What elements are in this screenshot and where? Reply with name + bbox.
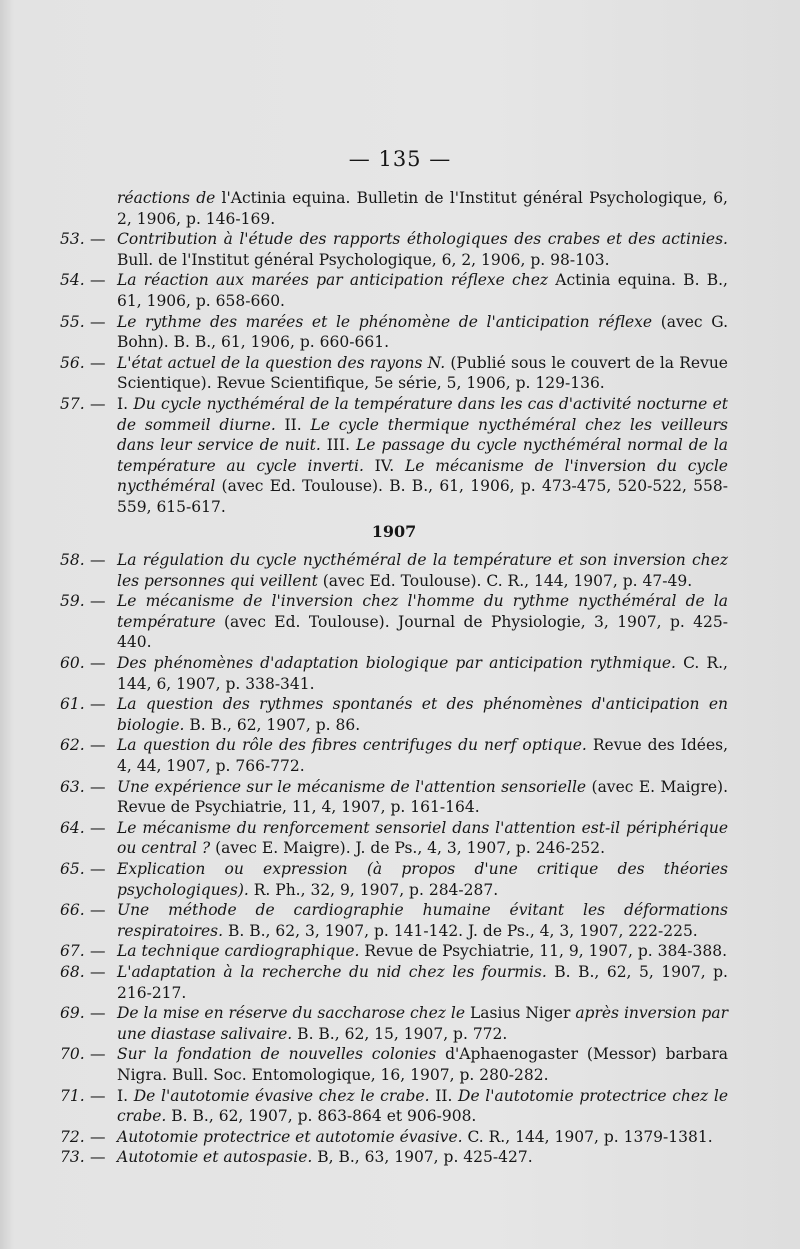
- entry-text: [117, 591, 728, 653]
- entry-reference: (avec Ed. Toulouse). C. R., 144, 1907, p. 47-49.: [317, 571, 693, 590]
- entry-title: réactions de: [117, 189, 222, 207]
- entry-text: [117, 653, 728, 694]
- entry-number: 72.: [60, 1127, 85, 1146]
- entry-number: 54.: [60, 271, 85, 290]
- entry-reference: (avec Ed. Toulouse). B. B., 61, 1906, p. 473-475, 520-522, 558-559, 615-617.: [117, 477, 728, 516]
- entry-title: Le rythme des marées et le phénomène de l'anticipation réflexe: [117, 312, 653, 331]
- entry-reference: (avec Ed. Toulouse). Journal de Physiologie, 3, 1907, p. 425-440.: [117, 612, 728, 652]
- entry-number: 59.: [60, 592, 85, 611]
- bibliography-entry: [60, 1147, 728, 1168]
- entry-dash: —: [90, 394, 106, 413]
- entry-text: [117, 1127, 728, 1148]
- entry-reference: Lasius Niger: [470, 1004, 576, 1023]
- bibliography-entry: [60, 694, 728, 735]
- entry-number: 53.: [60, 230, 85, 249]
- entry-title: Une expérience sur le mécanisme de l'attention sensorielle: [117, 777, 587, 796]
- entry-dash: —: [90, 1148, 106, 1167]
- entry-number: 69.: [60, 1004, 85, 1023]
- entry-reference: IV.: [363, 456, 406, 475]
- entry-title: Le cycle thermique nycthéméral chez les veilleurs dans leur service de nuit.: [117, 415, 729, 455]
- entry-title: Autotomie et autospasie.: [117, 1148, 313, 1167]
- bibliography-entry: [60, 1086, 728, 1127]
- entry-title: La question du rôle des fibres centrifuges du nerf optique.: [117, 736, 587, 755]
- entry-reference: B. B., 62, 1907, p. 863-864 et 906-908.: [166, 1107, 477, 1126]
- entry-reference: I.: [117, 1086, 134, 1105]
- entry-text: [117, 1147, 728, 1168]
- entry-text: [117, 735, 728, 776]
- entry-number: 64.: [60, 818, 85, 837]
- entry-reference: B. B., 62, 15, 1907, p. 772.: [292, 1024, 508, 1043]
- entry-dash: —: [90, 654, 106, 673]
- bibliography-entry: [60, 353, 728, 394]
- entry-title: La question des rythmes spontanés et des phénomènes d'anticipation en biologie.: [117, 695, 728, 734]
- entry-number: 61.: [60, 695, 85, 714]
- entry-title: La technique cardiographique.: [117, 942, 360, 961]
- entry-dash: —: [90, 860, 106, 878]
- entry-dash: —: [90, 695, 106, 714]
- bibliography-entry: [60, 550, 728, 591]
- entry-dash: —: [90, 1086, 106, 1105]
- entry-title: Autotomie protectrice et autotomie évasive.: [117, 1127, 463, 1146]
- entry-number: 56.: [60, 353, 85, 372]
- entry-reference: C. R., 144, 1907, p. 1379-1381.: [462, 1127, 713, 1146]
- entry-dash: —: [90, 736, 106, 755]
- entry-title: Le mécanisme du renforcement sensoriel dans l'attention est-il périphérique ou central ?: [117, 818, 728, 858]
- entry-reference: l'Actinia equina. Bulletin de l'Institut général Psychologique, 6, 2, 1906, p. 146-169.: [117, 189, 728, 228]
- bibliography: [60, 188, 728, 1168]
- entry-text: [117, 818, 728, 859]
- entry-reference: B, B., 63, 1907, p. 425-427.: [312, 1148, 533, 1167]
- entry-text: [117, 962, 728, 1003]
- entry-number: 57.: [60, 394, 85, 413]
- entry-text: [117, 312, 728, 353]
- entry-number: 73.: [60, 1148, 85, 1167]
- entry-text: [117, 941, 728, 962]
- entry-dash: —: [90, 271, 106, 290]
- entry-dash: —: [90, 592, 106, 611]
- entry-dash: —: [90, 818, 106, 837]
- bibliography-entry: [60, 312, 728, 353]
- entry-dash: —: [90, 901, 106, 920]
- entry-number: 55.: [60, 312, 85, 331]
- entry-text: [117, 229, 728, 270]
- entry-text: [117, 777, 728, 818]
- entry-dash: —: [90, 353, 106, 372]
- entry-title: Sur la fondation de nouvelles colonies: [117, 1045, 446, 1064]
- entry-title: Des phénomènes d'adaptation biologique par anticipation rythmique.: [117, 654, 676, 673]
- bibliography-entry: [60, 859, 728, 900]
- bibliography-entry: [60, 229, 728, 270]
- bibliography-entry: [60, 1044, 728, 1085]
- entry-number: 71.: [60, 1086, 85, 1105]
- entry-text: [117, 353, 728, 394]
- bibliography-entry: [60, 941, 728, 962]
- bibliography-entry: [60, 735, 728, 776]
- entry-title: Contribution à l'étude des rapports éthologiques des crabes et des actinies.: [117, 230, 728, 249]
- entry-reference: I.: [117, 394, 134, 413]
- entry-text: [117, 394, 728, 518]
- entry-dash: —: [90, 312, 106, 331]
- entry-number: 65.: [60, 860, 85, 878]
- entry-dash: —: [90, 1004, 106, 1023]
- entry-dash: —: [90, 551, 106, 570]
- entry-text: [117, 859, 728, 900]
- entry-title: Du cycle nycthéméral de la température dans les cas d'activité nocturne et de sommeil diurne.: [117, 394, 728, 434]
- bibliography-entry: [60, 653, 728, 694]
- entry-title: L'adaptation à la recherche du nid chez les fourmis.: [117, 962, 547, 981]
- entry-number: 70.: [60, 1045, 85, 1064]
- entry-number: 62.: [60, 736, 85, 755]
- bibliography-entry: [60, 591, 728, 653]
- entry-reference: Actinia equina. B. B., 61, 1906, p. 658-660.: [117, 271, 728, 310]
- entry-title: La régulation du cycle nycthéméral de la température et son inversion chez les personnes qui veillent: [117, 551, 728, 590]
- entry-title: De la mise en réserve du saccharose chez le: [117, 1004, 470, 1023]
- entry-reference: Bull. de l'Institut général Psychologique, 6, 2, 1906, p. 98-103.: [117, 250, 610, 269]
- entry-reference: II.: [275, 415, 311, 434]
- entry-text: [117, 1044, 728, 1085]
- entry-title: De l'autotomie protectrice chez le crabe.: [117, 1086, 729, 1126]
- page-number: — 135 —: [348, 147, 452, 171]
- bibliography-entry: [60, 818, 728, 859]
- year-heading: 1907: [371, 521, 417, 541]
- entry-title: Une méthode de cardiographie humaine évitant les déformations respiratoires.: [117, 901, 728, 940]
- bibliography-entry: [60, 270, 728, 311]
- bibliography-entry: [60, 1127, 728, 1148]
- entry-title: De l'autotomie évasive chez le crabe.: [133, 1086, 430, 1105]
- entry-text: [117, 1003, 728, 1044]
- entry-title: Le passage du cycle nycthéméral normal de la température au cycle inverti.: [117, 436, 729, 475]
- entry-reference: (avec E. Maigre). Revue de Psychiatrie, 11, 4, 1907, p. 161-164.: [117, 777, 729, 817]
- entry-title: Explication ou expression (à propos d'une critique des théories psychologiques).: [117, 860, 728, 899]
- entry-dash: —: [90, 777, 106, 796]
- entry-text: [117, 900, 728, 941]
- entry-text: [117, 188, 728, 229]
- bibliography-entry: [60, 900, 728, 941]
- entry-title: La réaction aux marées par anticipation réflexe chez: [117, 271, 556, 290]
- entry-number: 67.: [60, 942, 85, 961]
- entry-dash: —: [90, 1127, 106, 1146]
- entry-reference: (Publié sous le couvert de la Revue Scientique). Revue Scientifique, 5e série, 5, 1906, p. 129-136.: [117, 353, 728, 393]
- entry-reference: B. B., 62, 1907, p. 86.: [184, 715, 361, 734]
- entry-text: [117, 694, 728, 735]
- entry-title: après inversion par une diastase salivaire.: [117, 1004, 728, 1043]
- entry-reference: Revue des Idées, 4, 44, 1907, p. 766-772.: [117, 736, 728, 776]
- entry-title: L'état actuel de la question des rayons N.: [117, 353, 446, 372]
- bibliography-entry: [60, 962, 728, 1003]
- entry-reference: (avec E. Maigre). J. de Ps., 4, 3, 1907, p. 246-252.: [210, 839, 606, 858]
- entry-reference: (avec G. Bohn). B. B., 61, 1906, p. 660-661.: [117, 312, 728, 352]
- entry-dash: —: [90, 230, 106, 249]
- entry-reference: d'Aphaenogaster (Messor) barbara Nigra. Bull. Soc. Entomologique, 16, 1907, p. 280-282.: [117, 1045, 728, 1084]
- entry-reference: III.: [320, 436, 357, 455]
- bibliography-entry: [60, 188, 728, 229]
- entry-text: [117, 550, 728, 591]
- entry-number: 68.: [60, 962, 85, 981]
- entry-reference: B. B., 62, 3, 1907, p. 141-142. J. de Ps., 4, 3, 1907, 222-225.: [223, 921, 698, 940]
- entry-title: Le mécanisme de l'inversion du cycle nycthéméral: [117, 456, 728, 496]
- bibliography-entry: [60, 777, 728, 818]
- entry-reference: Revue de Psychiatrie, 11, 9, 1907, p. 384-388.: [359, 942, 727, 961]
- entries-1907: [60, 550, 728, 1168]
- entry-dash: —: [90, 942, 106, 961]
- entry-dash: —: [90, 1045, 106, 1064]
- entry-reference: C. R., 144, 6, 1907, p. 338-341.: [117, 654, 728, 693]
- entry-text: [117, 1086, 728, 1127]
- entry-number: 63.: [60, 777, 85, 796]
- entry-dash: —: [90, 962, 106, 981]
- bibliography-entry: [60, 394, 728, 518]
- entry-reference: B. B., 62, 5, 1907, p. 216-217.: [117, 962, 728, 1002]
- entry-number: 60.: [60, 654, 85, 673]
- entry-reference: II.: [429, 1086, 459, 1105]
- entry-title: Le mécanisme de l'inversion chez l'homme du rythme nycthéméral de la température: [117, 592, 728, 631]
- entry-text: [117, 270, 728, 311]
- entry-number: 66.: [60, 901, 85, 920]
- entry-reference: R. Ph., 32, 9, 1907, p. 284-287.: [248, 880, 499, 899]
- entry-number: 58.: [60, 551, 85, 570]
- bibliography-entry: [60, 1003, 728, 1044]
- entries-1906: [60, 188, 728, 518]
